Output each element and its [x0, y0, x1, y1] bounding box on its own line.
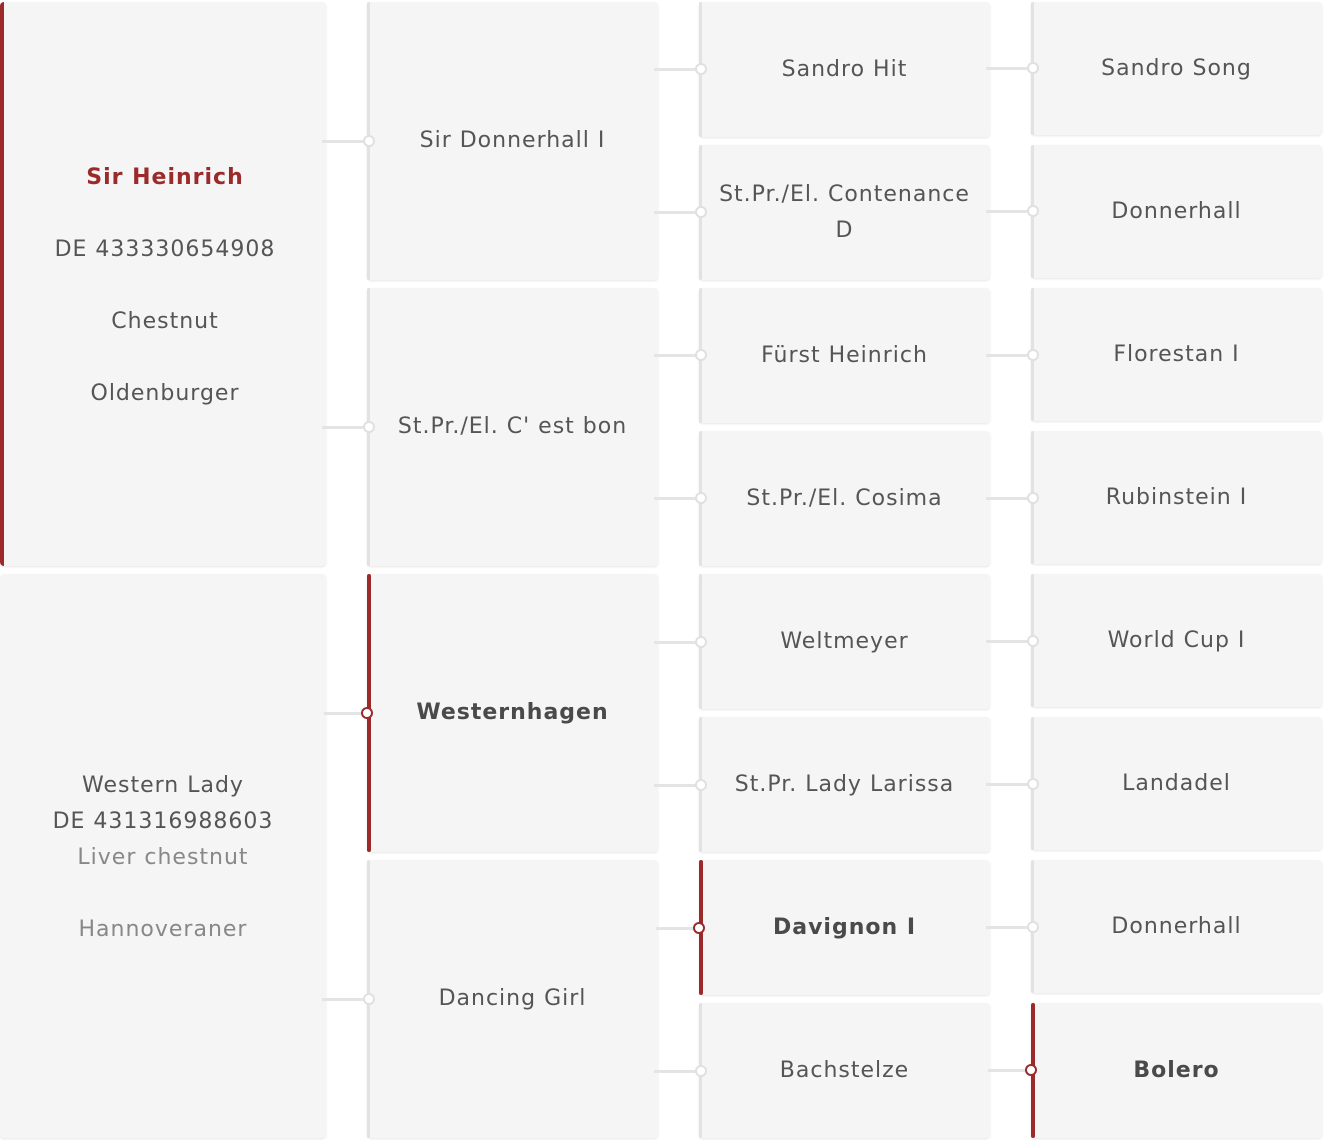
subject-horse-card — [0, 2, 326, 566]
horse-name: St.Pr./El. Cosima — [746, 485, 943, 511]
connector-line — [986, 354, 1032, 357]
pedigree-card-gen4[interactable] — [1031, 574, 1322, 707]
horse-name: Florestan I — [1113, 341, 1240, 367]
connector-dot — [1027, 921, 1039, 933]
pedigree-card-gen3[interactable] — [699, 288, 990, 423]
connector-dot — [695, 206, 707, 218]
connector-line — [654, 497, 700, 500]
connector-line — [654, 211, 700, 214]
connector-dot — [1027, 492, 1039, 504]
horse-name: Rubinstein I — [1105, 484, 1248, 510]
connector-dot — [1027, 778, 1039, 790]
horse-name: Davignon I — [772, 914, 917, 940]
connector-line — [986, 210, 1032, 213]
subject-breed: Oldenburger — [90, 381, 240, 406]
connector-dot — [695, 492, 707, 504]
connector-line — [654, 68, 700, 71]
connector-line — [322, 426, 368, 429]
connector-dot-highlight — [361, 707, 373, 719]
pedigree-card-gen3[interactable] — [699, 145, 990, 280]
pedigree-card-gen4[interactable] — [1031, 145, 1322, 278]
dam-color: Liver chestnut — [77, 845, 249, 870]
pedigree-card-dam-dam[interactable] — [367, 860, 658, 1138]
horse-name: Westernhagen — [416, 700, 609, 725]
connector-dot — [1027, 205, 1039, 217]
pedigree-card-gen3[interactable] — [699, 2, 990, 137]
dam-registration: DE 431316988603 — [52, 809, 274, 834]
pedigree-card-gen3[interactable] — [699, 574, 990, 709]
connector-dot-highlight — [1025, 1064, 1037, 1076]
connector-dot — [695, 1065, 707, 1077]
pedigree-card-gen4[interactable] — [1031, 860, 1322, 993]
pedigree-card-sire[interactable] — [367, 2, 658, 280]
connector-line — [986, 497, 1032, 500]
subject-name: Sir Heinrich — [86, 165, 244, 190]
horse-name: Donnerhall — [1111, 198, 1242, 224]
horse-name: Weltmeyer — [780, 628, 909, 654]
connector-line — [988, 1069, 1030, 1072]
connector-line — [986, 67, 1032, 70]
pedigree-card-gen3[interactable] — [699, 860, 990, 995]
connector-dot — [1027, 62, 1039, 74]
connector-line — [654, 354, 700, 357]
pedigree-card-gen4[interactable] — [1031, 2, 1322, 135]
connector-dot — [1027, 635, 1039, 647]
horse-name: Bolero — [1133, 1057, 1220, 1083]
horse-name: Landadel — [1122, 770, 1231, 796]
connector-line — [986, 926, 1032, 929]
pedigree-card-gen3[interactable] — [699, 717, 990, 852]
dam-horse-card — [0, 574, 326, 1138]
dam-breed: Hannoveraner — [78, 917, 248, 942]
connector-dot — [363, 135, 375, 147]
connector-line — [654, 1070, 700, 1073]
connector-dot — [695, 63, 707, 75]
horse-name: St.Pr./El. C' est bon — [397, 414, 628, 439]
horse-name: Donnerhall — [1111, 913, 1242, 939]
dam-name: Western Lady — [82, 773, 244, 798]
horse-name: St.Pr./El. Contenance D — [719, 181, 970, 243]
horse-name: Dancing Girl — [438, 986, 587, 1011]
connector-dot — [363, 421, 375, 433]
connector-line — [322, 998, 368, 1001]
subject-color: Chestnut — [111, 309, 219, 334]
pedigree-card-dam[interactable] — [367, 288, 658, 566]
connector-line — [656, 927, 698, 930]
pedigree-card-gen4[interactable] — [1031, 1003, 1322, 1138]
connector-line — [654, 784, 700, 787]
pedigree-card-gen4[interactable] — [1031, 431, 1322, 564]
connector-dot — [1027, 349, 1039, 361]
connector-dot — [695, 779, 707, 791]
horse-name: St.Pr. Lady Larissa — [734, 771, 955, 797]
pedigree-card-gen4[interactable] — [1031, 288, 1322, 421]
pedigree-card-gen3[interactable] — [699, 431, 990, 566]
horse-name: Bachstelze — [779, 1057, 910, 1083]
connector-line — [654, 641, 700, 644]
subject-registration: DE 433330654908 — [54, 237, 276, 262]
horse-name: Sandro Hit — [781, 56, 908, 82]
connector-dot — [363, 993, 375, 1005]
connector-line — [322, 140, 368, 143]
horse-name: Sandro Song — [1101, 55, 1252, 81]
horse-name: World Cup I — [1107, 627, 1246, 653]
connector-line — [986, 783, 1032, 786]
horse-name: Fürst Heinrich — [761, 342, 928, 368]
connector-dot — [695, 636, 707, 648]
connector-dot — [695, 349, 707, 361]
pedigree-card-gen3[interactable] — [699, 1003, 990, 1138]
pedigree-card-gen4[interactable] — [1031, 717, 1322, 850]
connector-line — [986, 640, 1032, 643]
pedigree-card-dam-sire[interactable] — [367, 574, 658, 852]
connector-dot-highlight — [693, 922, 705, 934]
horse-name: Sir Donnerhall I — [419, 128, 606, 153]
